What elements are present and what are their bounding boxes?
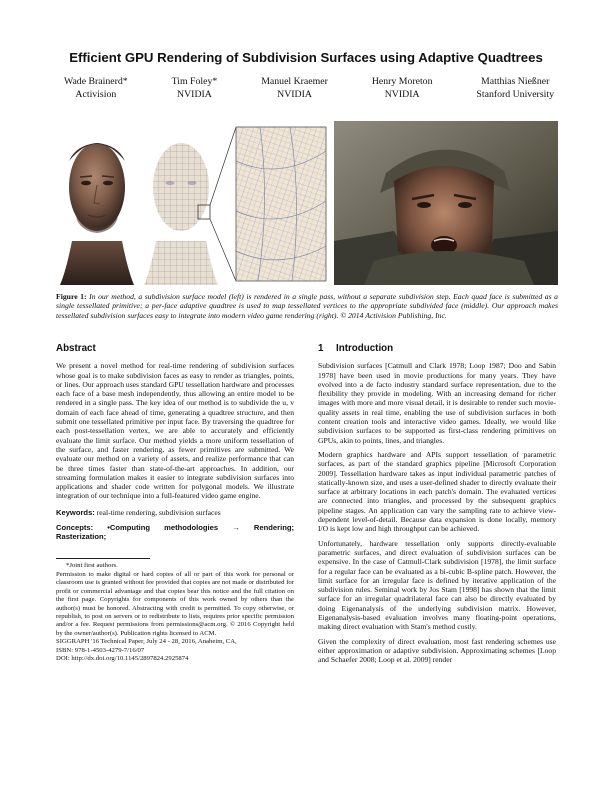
doi-note: DOI: http://dx.doi.org/10.1145/2897824.2925874 (56, 655, 189, 663)
abstract-text: We present a novel method for real-time rendering of subdivision surfaces whose goal is to make subdivision faces as easy to render as triangles, points, or lines. Our approach uses standard GPU tessellation hardware and processes each face of a base mesh independently, thus allowing an entire model to be rendered in a single pass. The key idea of our method is to subdivide the u, v domain of each face ahead of time, generating a quadtree structure, and then submit one tessellated primitive per input face. By traversing the quadtree for each post-tessellation vertex, we are able to accurately and efficiently evaluate the limit surface. Our method yields a more uniform tessellation of the surface, and faster rendering, as fewer primitives are submitted. We evaluate our method on a variety of assets, and realize performance that can be three times faster than state-of-the-art approaches. In addition, our streaming formulation makes it easier to integrate subdivision surfaces into applications and shader code written for polygonal models. We illustrate integration of our technique into a full-featured video game engine. (56, 361, 294, 501)
section-title: Introduction (336, 343, 394, 354)
author-affiliation: Stanford University (476, 89, 554, 100)
concepts-label: Concepts: (56, 523, 94, 533)
author (172, 75, 218, 101)
quadtree-wireframe-image (140, 121, 328, 285)
keywords-text: real-time rendering, subdivision surfaces (96, 507, 221, 517)
author-name: Manuel Kraemer (261, 76, 328, 87)
intro-paragraph: Subdivision surfaces [Catmull and Clark 1978; Loop 1987; Doo and Sabin 1978] have been used in movie productions for many years. They have evolved into a de facto industry standard surface representation, due to the flexibility they provide in modeling. With an increasing demand for richer images with more and more visual detail, it is desirable to render such movie-quality assets in real time, enabling the use of subdivision surfaces in both content creation tools and interactive video games. Ideally, we would like subdivision surfaces to be supported as first-class rendering primitives on GPUs, akin to points, lines, and triangles. (318, 361, 556, 445)
author (476, 75, 554, 101)
author-list (64, 75, 554, 101)
author-name: Wade Brainerd* (64, 76, 128, 87)
keywords-label: Keywords: (56, 507, 95, 517)
introduction-heading (318, 344, 556, 353)
teaser-figure (56, 121, 558, 285)
concepts (56, 523, 294, 542)
left-column (56, 344, 294, 664)
abstract-heading: Abstract (56, 343, 96, 354)
keywords (56, 508, 294, 517)
figure-copyright: © 2014 Activision Publishing, Inc. (340, 310, 447, 320)
author (372, 75, 433, 101)
game-character-image (334, 121, 558, 285)
isbn-note: ISBN: 978-1-4503-4279-7/16/07 (56, 646, 145, 654)
author-affiliation: NVIDIA (277, 89, 312, 100)
rendered-head-image (56, 121, 138, 285)
author-name: Tim Foley* (171, 76, 218, 87)
author (64, 75, 128, 101)
footnote-rule (56, 558, 150, 559)
joint-authors-note: *Joint first authors. (66, 561, 118, 569)
author (261, 75, 328, 101)
author-affiliation: NVIDIA (177, 89, 212, 100)
figure-caption (56, 292, 558, 320)
permission-note: Permission to make digital or hard copies of all or part of this work for personal or classroom use is granted without fee provided that copies are not made or distributed for profit or commercial advantage and that copies bear this notice and the full citation on the first page. Copyrights for components of this work owned by others than the author(s) must be honored. Abstracting with credit is permitted. To copy otherwise, or republish, to post on servers or to redistribute to lists, requires prior specific permission and/or a fee. Request permissions from permissions@acm.org. © 2016 Copyright held by the owner/author(s). Publication rights licensed to ACM. (56, 571, 294, 637)
intro-paragraph: Given the complexity of direct evaluation, most fast rendering schemes use either approximation or adaptive subdivision. Approximating schemes [Loop and Schaefer 2008; Loop et al. 2009] render (318, 636, 556, 665)
author-name: Matthias Nießner (481, 76, 550, 87)
intro-paragraph: Unfortunately, hardware tessellation only supports directly-evaluable parametric surfaces, and direct evaluation of subdivision surfaces can be expensive. In the case of Catmull-Clark subdivision [1978], the limit surface for a regular face can be evaluated as a bi-cubic B-spline patch. However, the limit surface for an irregular face is defined by iterative application of the subdivision rules. Seminal work by Jos Stam [1998] has shown that the limit surface for an irregular quadrilateral face can also be directly evaluated by doing Eigenanalysis of the underlying subdivision matrix. However, Eigenanalysis-based evaluation involves many floating-point operations, making direct evaluation with Stam's method costly. (318, 538, 556, 632)
footnote (56, 562, 294, 664)
figure-label: Figure 1: (56, 292, 87, 301)
author-name: Henry Moreton (371, 76, 433, 87)
figure-caption-text: In our method, a subdivision surface model (left) is rendered in a single pass, without a separate subdivision step. Each quad face is submitted as a single tessellated primitive; a per-face adaptive quadtree is used to map tessellated vertices to the appropriate subdivided face (middle). Our approach makes tessellated subdivision surfaces easy to integrate into modern video game rendering (right). (56, 292, 558, 320)
venue-note: SIGGRAPH '16 Technical Paper, July 24 - 28, 2016, Anaheim, CA, (56, 638, 237, 646)
paper-title: Efficient GPU Rendering of Subdivision Surfaces using Adaptive Quadtrees (69, 50, 543, 65)
right-column (318, 344, 556, 670)
intro-paragraph: Modern graphics hardware and APIs support tessellation of parametric surfaces, as part of the standard graphics pipeline [Microsoft Corporation 2009]. Tessellation hardware takes as input individual parametric patches of statically-known size, and uses a user-defined shader to directly evaluate their surface at arbitrary locations in each patch's domain. The evaluated vertices are connected into triangles, and processed by the subsequent graphics pipeline stages. An application can vary the sampling rate to achieve view-dependent level-of-detail. Because data expansion is done locally, memory I/O is kept low and high throughput can be achieved. (318, 449, 556, 534)
author-affiliation: NVIDIA (384, 89, 420, 100)
concepts-text: •Computing methodologies → Rendering; Rasterization; (56, 523, 294, 542)
author-affiliation: Activision (75, 89, 117, 100)
section-number: 1 (318, 343, 324, 354)
